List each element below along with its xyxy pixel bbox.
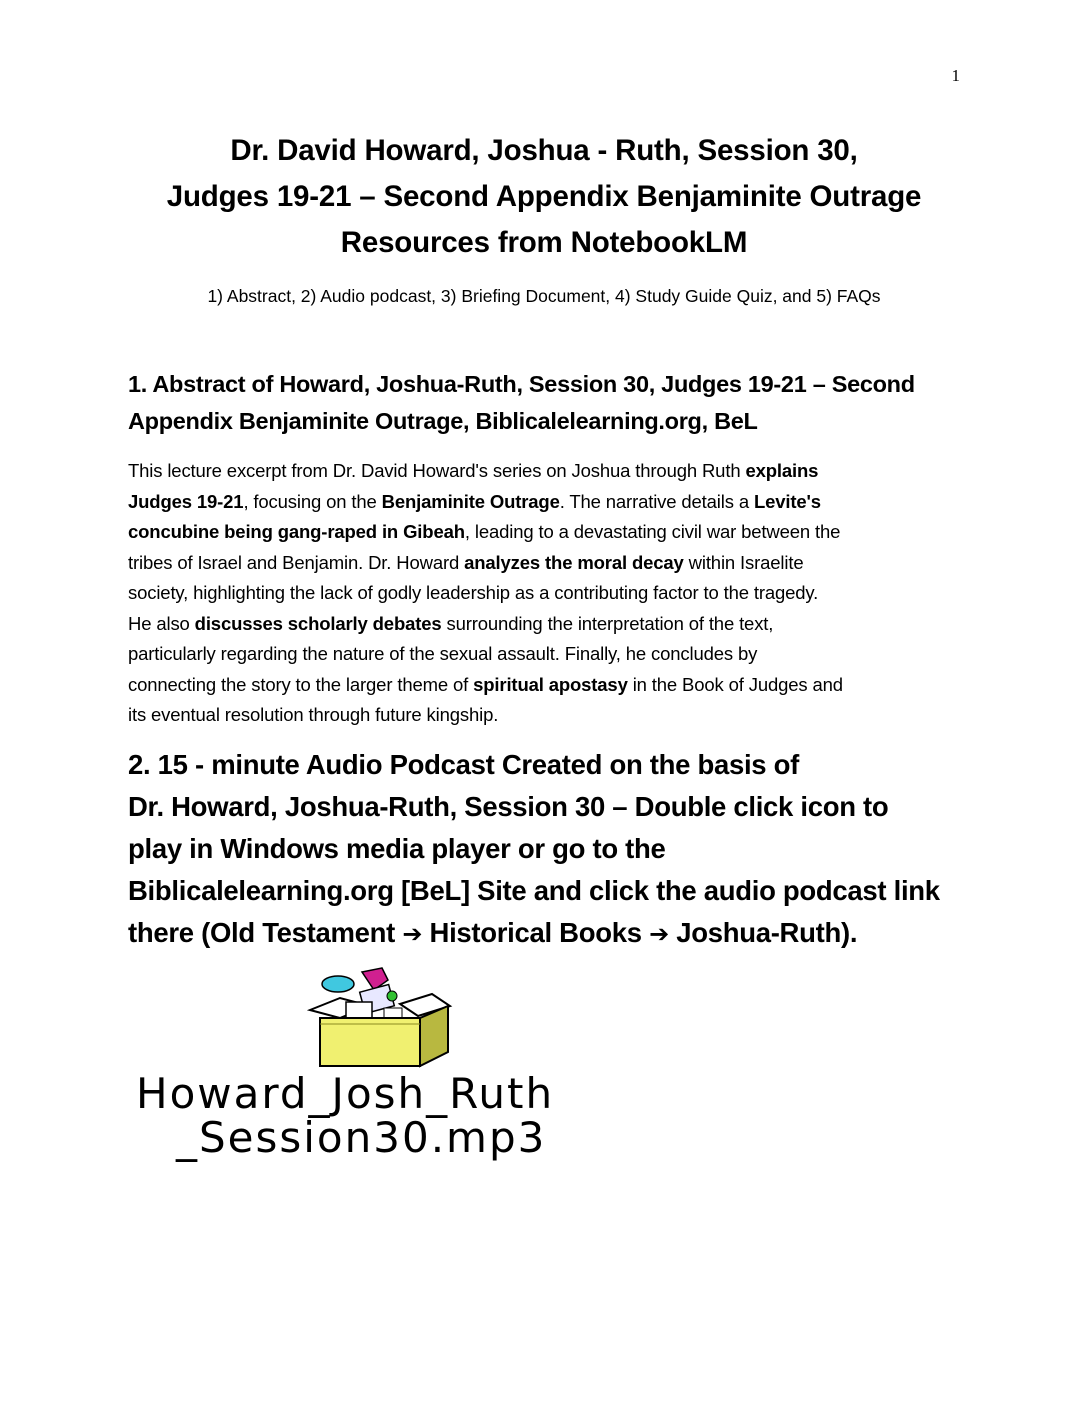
abstract-paragraph — [128, 456, 968, 731]
abstract-bold: Judges 19-21 — [128, 490, 244, 512]
abstract-text: He also — [128, 612, 195, 634]
section1-heading — [128, 366, 968, 440]
arrow-right-icon: ➔ — [649, 920, 669, 948]
title-line-3: Resources from NotebookLM — [340, 226, 748, 259]
audio-file-name-line-1: Howard_Josh_Ruth — [136, 1069, 555, 1118]
section1-heading-line-1: 1. Abstract of Howard, Joshua-Ruth, Session 30, Judges 19-21 – Second — [128, 371, 915, 397]
package-icon[interactable] — [300, 966, 460, 1070]
abstract-bold: Levite's — [753, 490, 821, 512]
page-number: 1 — [951, 66, 960, 85]
abstract-text: connecting the story to the larger theme of — [128, 673, 474, 695]
abstract-text: surrounding the interpretation of the text, — [441, 612, 774, 634]
title-line-2: Judges 19-21 – Second Appendix Benjaminite Outrage — [166, 180, 922, 213]
audio-file-name-line-2: _Session30.mp3 — [176, 1113, 547, 1162]
audio-file-link[interactable] — [136, 1069, 696, 1162]
section2-line-3: play in Windows media player or go to the — [128, 833, 666, 864]
abstract-text: . The narrative details a — [559, 490, 754, 512]
abstract-text: particularly regarding the nature of the sexual assault. Finally, he concludes by — [128, 643, 758, 664]
section2-line-1: 2. 15 - minute Audio Podcast Created on the basis of — [128, 749, 800, 780]
section2-line-4: Biblicalelearning.org [BeL] Site and click the audio podcast link — [128, 875, 940, 906]
section2-text: Joshua-Ruth). — [668, 917, 858, 948]
abstract-text: its eventual resolution through future kingship. — [128, 704, 499, 725]
abstract-bold: Benjaminite Outrage — [381, 490, 560, 512]
abstract-text: , leading to a devastating civil war between the — [464, 521, 841, 542]
contents-list: 1) Abstract, 2) Audio podcast, 3) Briefing Document, 4) Study Guide Quiz, and 5) FAQs — [207, 286, 881, 306]
document-title — [100, 128, 988, 266]
abstract-text: in the Book of Judges and — [627, 673, 843, 695]
abstract-bold: analyzes the moral decay — [464, 551, 684, 573]
section2-text: there (Old Testament — [128, 917, 403, 948]
abstract-bold: discusses scholarly debates — [194, 612, 442, 634]
abstract-text: tribes of Israel and Benjamin. Dr. Howard — [128, 551, 465, 573]
title-line-1: Dr. David Howard, Joshua - Ruth, Session 30, — [230, 134, 858, 167]
section2-line-5 — [128, 912, 988, 955]
abstract-text: society, highlighting the lack of godly leadership as a contributing factor to the tragedy. — [128, 582, 819, 603]
arrow-right-icon: ➔ — [402, 920, 423, 948]
abstract-bold: spiritual apostasy — [473, 673, 628, 695]
abstract-text: This lecture excerpt from Dr. David Howard's series on Joshua through Ruth — [128, 460, 746, 481]
section2-heading — [128, 744, 988, 955]
abstract-bold: concubine being gang-raped in Gibeah — [128, 521, 465, 542]
abstract-text: , focusing on the — [243, 490, 382, 512]
section2-text: Historical Books — [422, 917, 650, 948]
abstract-bold: explains — [745, 460, 819, 481]
abstract-text: within Israelite — [683, 551, 804, 573]
section2-line-2: Dr. Howard, Joshua-Ruth, Session 30 – Double click icon to — [128, 791, 889, 822]
section1-heading-line-2: Appendix Benjaminite Outrage, Biblicalelearning.org, BeL — [128, 408, 758, 434]
